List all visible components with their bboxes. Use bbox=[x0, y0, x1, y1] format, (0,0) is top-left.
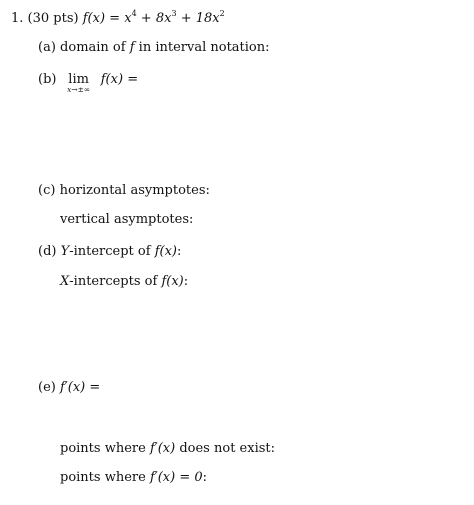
term3-base: 18x bbox=[195, 11, 220, 26]
vertical-asymptotes-label: vertical asymptotes: bbox=[60, 212, 194, 227]
lim-subscript: x→±∞ bbox=[67, 85, 91, 94]
y-intercept-expr: f(x) bbox=[154, 244, 177, 259]
derivative-dne-line bbox=[60, 441, 275, 457]
problem-number: 1. bbox=[11, 11, 24, 26]
x-intercepts-colon: : bbox=[183, 274, 189, 289]
problem-points: (30 pts) bbox=[27, 11, 79, 26]
vertical-asymptotes-line bbox=[60, 212, 193, 228]
x-intercepts-line bbox=[60, 274, 188, 290]
part-c bbox=[38, 183, 210, 199]
term1-base: x bbox=[124, 11, 132, 26]
y-intercept-text: -intercept of bbox=[69, 244, 151, 259]
plus-sign-1: + bbox=[140, 11, 152, 26]
part-b-equals: = bbox=[127, 72, 139, 87]
x-var: X bbox=[60, 274, 70, 289]
part-e-label: (e) bbox=[38, 380, 56, 395]
zero-colon: : bbox=[202, 470, 208, 485]
dne-after: does not exist: bbox=[179, 441, 276, 456]
part-e-expr: f′(x) bbox=[59, 380, 86, 395]
horizontal-asymptotes-label: horizontal asymptotes: bbox=[59, 183, 210, 198]
limit-operator bbox=[61, 72, 97, 94]
part-a-var: f bbox=[129, 40, 135, 55]
part-a-text-after: in interval notation: bbox=[138, 40, 270, 55]
dne-expr: f′(x) bbox=[149, 441, 176, 456]
equals-sign: = bbox=[109, 11, 121, 26]
part-a-label: (a) bbox=[38, 40, 56, 55]
y-var: Y bbox=[60, 244, 70, 259]
lim-word: lim bbox=[68, 72, 89, 87]
x-intercepts-text: -intercepts of bbox=[69, 274, 158, 289]
term3-exponent: 2 bbox=[219, 9, 225, 18]
problem-header bbox=[11, 11, 225, 27]
function-name: f(x) bbox=[82, 11, 106, 26]
part-b bbox=[38, 72, 139, 94]
term2-exponent: 3 bbox=[171, 9, 177, 18]
part-b-label: (b) bbox=[38, 72, 57, 87]
zero-expr: f′(x) = 0 bbox=[149, 470, 203, 485]
part-a bbox=[38, 40, 270, 56]
part-d bbox=[38, 244, 181, 260]
x-intercepts-expr: f(x) bbox=[161, 274, 184, 289]
part-b-expr: f(x) bbox=[100, 72, 124, 87]
term2-base: 8x bbox=[155, 11, 172, 26]
part-c-label: (c) bbox=[38, 183, 56, 198]
part-e bbox=[38, 380, 100, 396]
part-a-text-before: domain of bbox=[60, 40, 126, 55]
zero-before: points where bbox=[60, 470, 146, 485]
derivative-zero-line bbox=[60, 470, 207, 486]
part-e-equals: = bbox=[89, 380, 101, 395]
y-intercept-colon: : bbox=[177, 244, 182, 259]
plus-sign-2: + bbox=[180, 11, 192, 26]
term1-exponent: 4 bbox=[131, 9, 137, 18]
part-d-label: (d) bbox=[38, 244, 57, 259]
dne-before: points where bbox=[60, 441, 146, 456]
